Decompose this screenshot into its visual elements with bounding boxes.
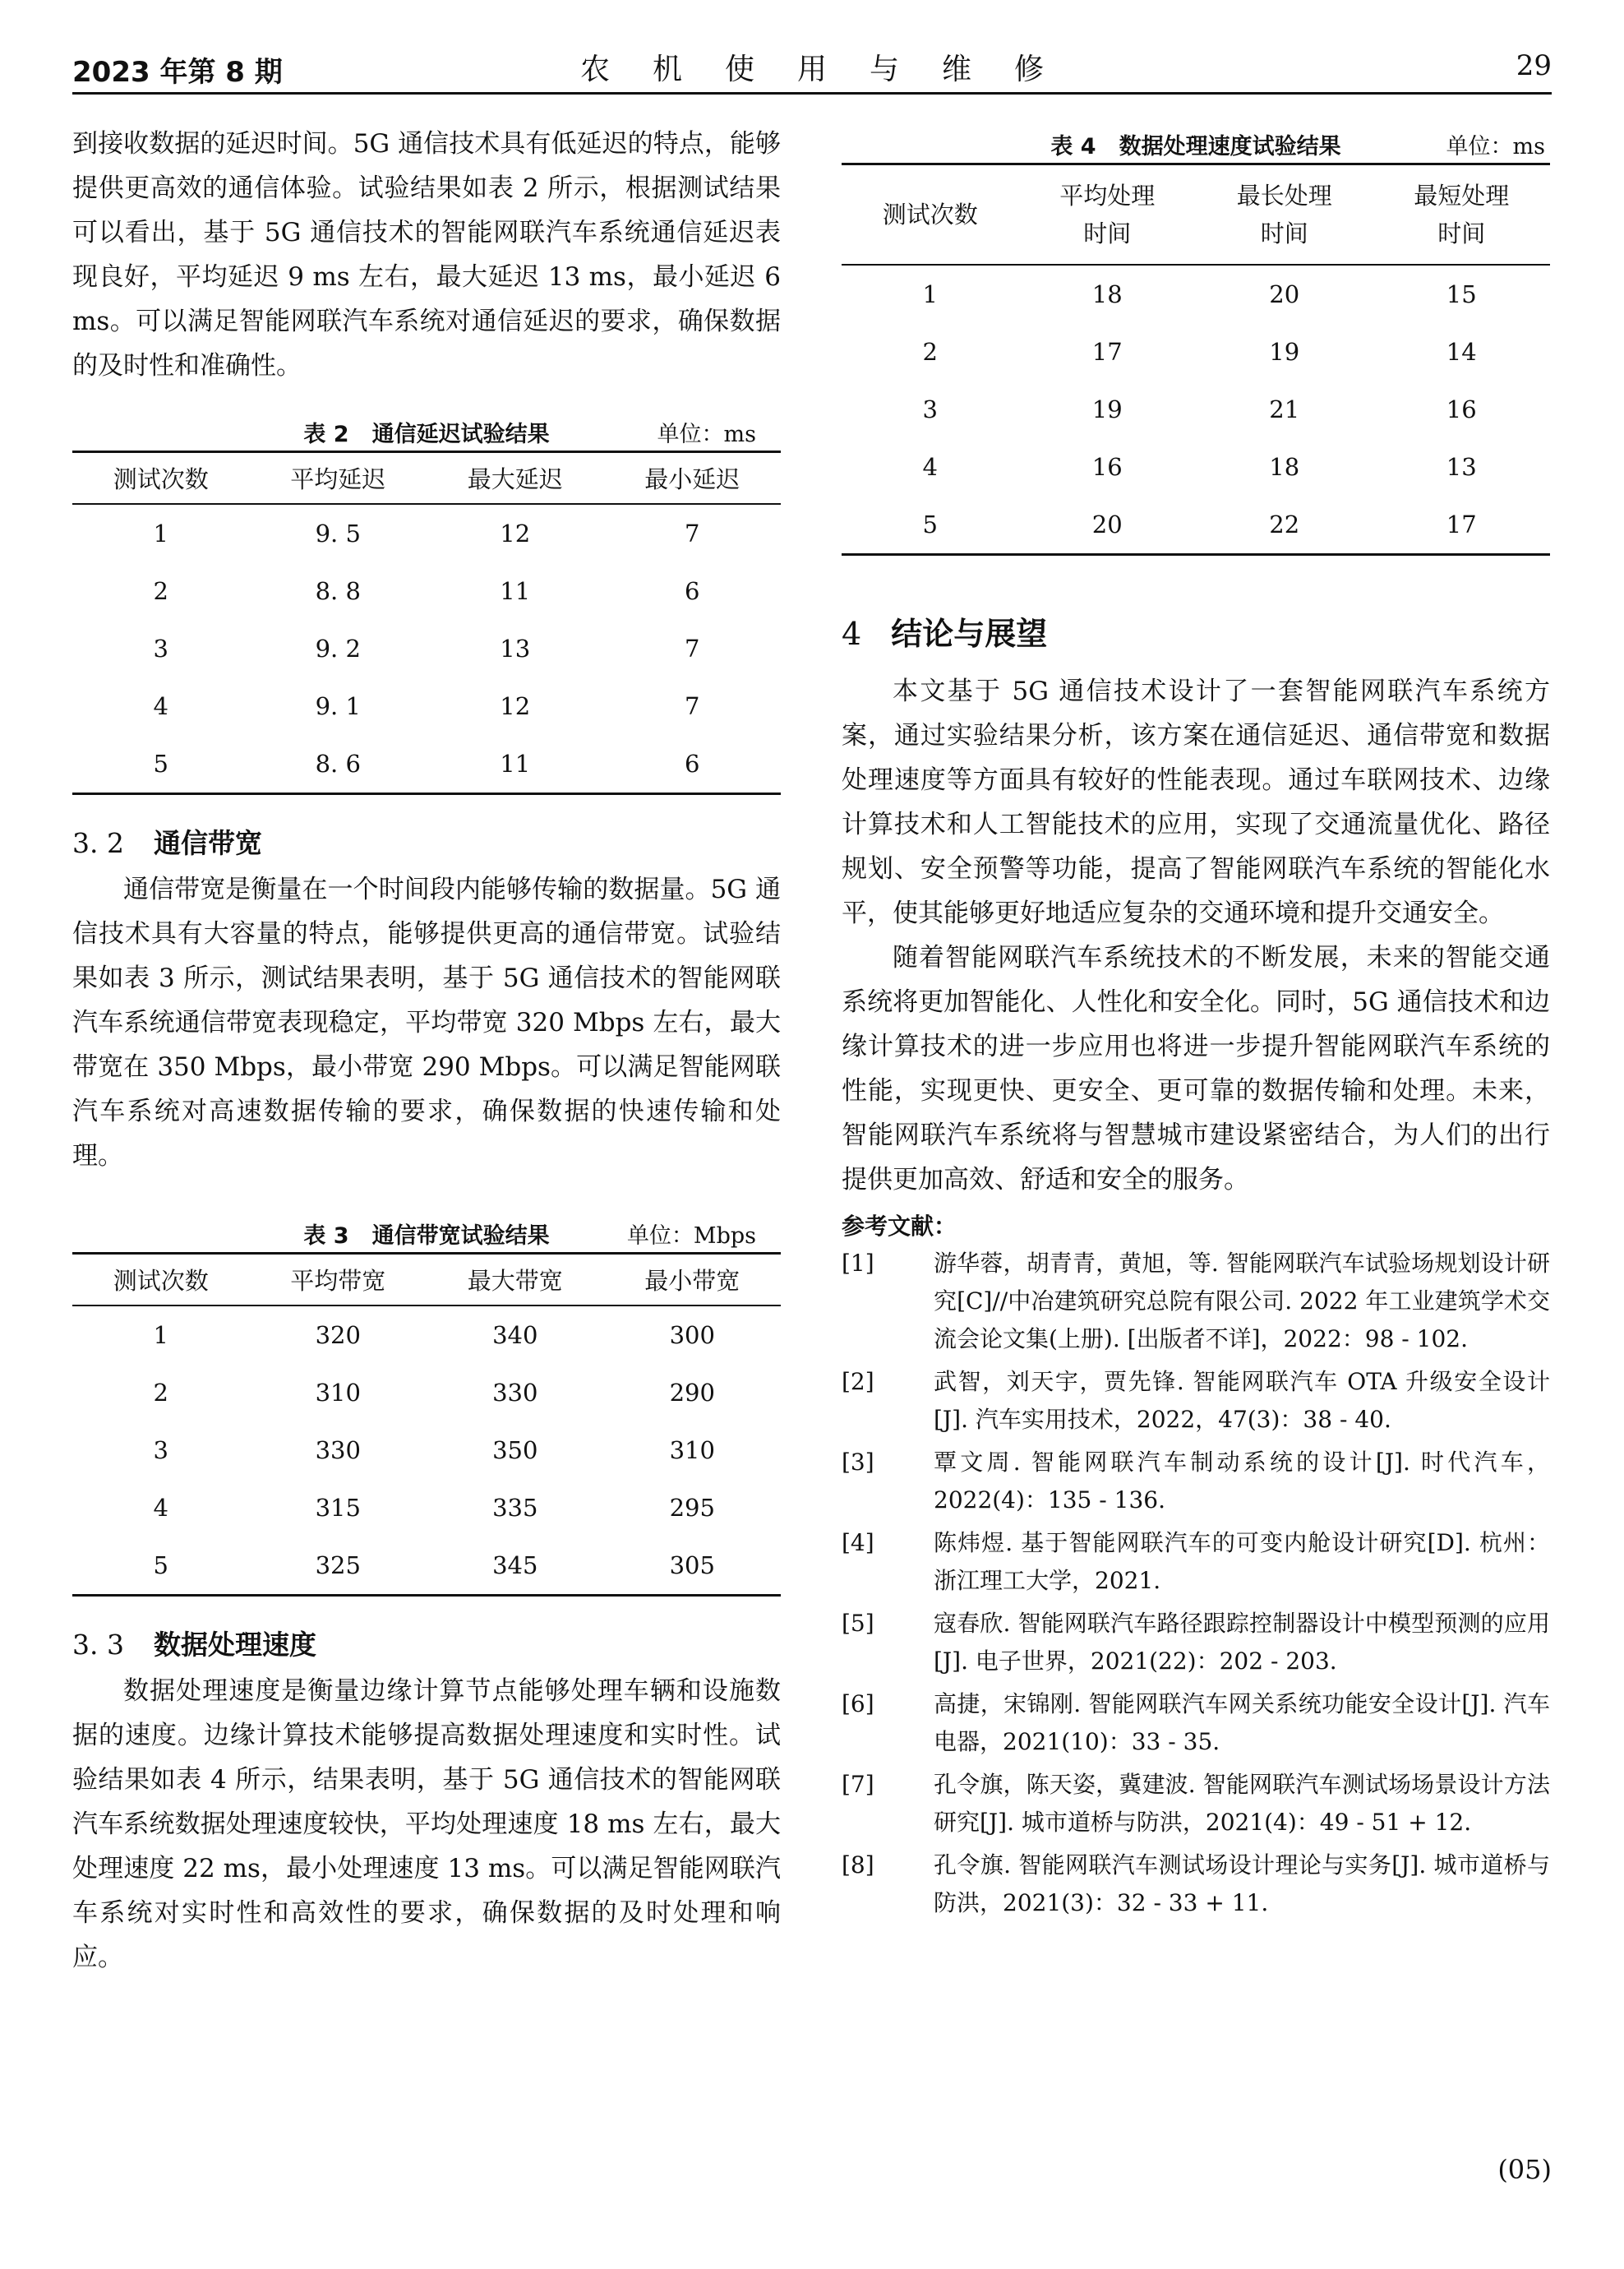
table-cell: 21 — [1269, 395, 1300, 423]
reference-number: [6] — [842, 1690, 874, 1717]
table4-header: 平均处理 时间 — [1019, 164, 1197, 266]
table-cell: 20 — [1269, 280, 1300, 308]
table-cell: 18 — [1091, 280, 1123, 308]
table3-caption — [72, 1211, 781, 1252]
table-cell: 3 — [153, 1436, 168, 1464]
table-cell: 15 — [1446, 280, 1477, 308]
table2-unit: 单位：ms — [657, 422, 756, 447]
table-cell: 16 — [1091, 453, 1123, 481]
table-cell: 18 — [1269, 453, 1300, 481]
table-cell: 315 — [315, 1494, 361, 1522]
table-cell: 305 — [604, 1537, 782, 1596]
table-cell: 12 — [500, 520, 531, 548]
table-cell: 9. 2 — [315, 635, 361, 663]
table-cell: 345 — [427, 1537, 604, 1596]
table-cell: 320 — [315, 1321, 361, 1349]
table4-title: 数据处理速度试验结果 — [1119, 134, 1341, 159]
table-cell: 7 — [685, 635, 700, 663]
table-cell: 350 — [492, 1436, 538, 1464]
table-cell: 330 — [315, 1436, 361, 1464]
table4-caption — [842, 122, 1550, 163]
references-title: 参考文献： — [842, 1213, 957, 1240]
reference-text: 孔令旗. 智能网联汽车测试场设计理论与实务[J]. 城市道桥与防洪，2021(3)：32 - 33 + 11. — [934, 1851, 1550, 1916]
section-3-2-paragraph: 通信带宽是衡量在一个时间段内能够传输的数据量。5G 通信技术具有大容量的特点，能够提供更高的通信带宽。试验结果如表 3 所示，测试结果表明，基于 5G 通信技术的智能网联汽车系统通信带宽表现稳定，平均带宽 320 Mbps 左右，最大带宽在 350 Mbps，最小带宽 290 Mbps。可以满足智能网联汽车系统对高速数据传输的要求，确保数据的快速传输和处理。 — [72, 875, 781, 1171]
table-cell: 16 — [1446, 395, 1477, 423]
table2-title: 通信延迟试验结果 — [371, 422, 550, 447]
table4-header-row — [842, 164, 1550, 266]
section-number: 4 — [842, 616, 862, 652]
section-title: 通信带宽 — [153, 827, 262, 859]
table4-header: 最长处理 时间 — [1196, 164, 1373, 266]
reference-text: 寇春欣. 智能网联汽车路径跟踪控制器设计中模型预测的应用[J]. 电子世界，2021(22)：202 - 203. — [934, 1610, 1550, 1675]
table-cell: 290 — [669, 1379, 715, 1407]
reference-text: 孔令旗，陈天姿，冀建波. 智能网联汽车测试场场景设计方法研究[J]. 城市道桥与防洪，2021(4)：49 - 51 + 12. — [934, 1771, 1550, 1836]
table-cell: 13 — [1446, 453, 1477, 481]
table-cell: 20 — [1019, 496, 1197, 555]
table-cell: 340 — [492, 1321, 538, 1349]
section-4-heading — [842, 613, 1550, 654]
table-cell: 300 — [669, 1321, 715, 1349]
table-cell: 3 — [153, 635, 168, 663]
table-cell: 310 — [315, 1379, 361, 1407]
table-cell: 13 — [500, 635, 531, 663]
conclusion-paragraph-2: 随着智能网联汽车系统技术的不断发展，未来的智能交通系统将更加智能化、人性化和安全化。同时，5G 通信技术和边缘计算技术的进一步应用也将进一步提升智能网联汽车系统的性能，实现更快、更安全、更可靠的数据传输和处理。未来，智能网联汽车系统将与智慧城市建设紧密结合，为人们的出行提供更加高效、舒适和安全的服务。 — [842, 943, 1550, 1195]
table-cell: 335 — [492, 1494, 538, 1522]
table-row — [842, 381, 1550, 438]
table-cell: 5 — [842, 496, 1019, 555]
table-row — [72, 1537, 781, 1596]
reference-number: [3] — [842, 1449, 874, 1476]
reference-item — [842, 1524, 1550, 1600]
table-cell: 6 — [604, 735, 782, 794]
section-3-3-paragraph: 数据处理速度是衡量边缘计算节点能够处理车辆和设施数据的速度。边缘计算技术能够提高数据处理速度和实时性。试验结果如表 4 所示，结果表明，基于 5G 通信技术的智能网联汽车系统数据处理速度较快，平均处理速度 18 ms 左右，最大处理速度 22 ms，最小处理速度 13 ms。可以满足智能网联汽车系统对实时性和高效性的要求，确保数据的及时处理和响应。 — [72, 1676, 781, 1972]
table3-header: 测试次数 — [72, 1254, 250, 1306]
table-cell: 295 — [669, 1494, 715, 1522]
table-row — [72, 504, 781, 562]
table-cell: 8. 6 — [250, 735, 427, 794]
table-cell: 2 — [922, 338, 938, 366]
table-cell: 12 — [500, 692, 531, 720]
table-cell: 7 — [685, 692, 700, 720]
table-cell: 1 — [153, 520, 168, 548]
table-cell: 2 — [153, 1379, 168, 1407]
table-row — [72, 620, 781, 677]
reference-text: 游华蓉，胡青青，黄旭，等. 智能网联汽车试验场规划设计研究[C]//中冶建筑研究总院有限公司. 2022 年工业建筑学术交流会论文集(上册). [出版者不详]，2022：98 - 102. — [934, 1250, 1550, 1352]
page-header — [72, 43, 1552, 95]
table2-header: 平均延迟 — [250, 452, 427, 505]
journal-title: 农机使用与维修 — [579, 53, 1087, 86]
table-cell: 22 — [1196, 496, 1373, 555]
reference-number: [8] — [842, 1851, 874, 1879]
table3-header-row — [72, 1254, 781, 1306]
table-row — [72, 677, 781, 735]
table-cell: 11 — [427, 735, 604, 794]
reference-item — [842, 1766, 1550, 1842]
reference-item — [842, 1605, 1550, 1680]
reference-text: 陈炜煜. 基于智能网联汽车的可变内舱设计研究[D]. 杭州：浙江理工大学，2021. — [934, 1529, 1550, 1594]
table-cell: 330 — [492, 1379, 538, 1407]
reference-text: 覃文周. 智能网联汽车制动系统的设计[J]. 时代汽车，2022(4)：135 - 136. — [934, 1449, 1550, 1513]
table-cell: 14 — [1446, 338, 1477, 366]
reference-number: [2] — [842, 1368, 874, 1395]
table2-header: 最大延迟 — [427, 452, 604, 505]
reference-item — [842, 1846, 1550, 1922]
reference-item — [842, 1363, 1550, 1439]
table2-number: 表 2 — [303, 422, 349, 447]
right-column — [842, 122, 1550, 1927]
table-cell: 4 — [153, 692, 168, 720]
table-cell: 17 — [1091, 338, 1123, 366]
reference-item — [842, 1444, 1550, 1519]
table3-title: 通信带宽试验结果 — [371, 1223, 550, 1249]
section-title: 数据处理速度 — [153, 1629, 316, 1661]
table-row — [72, 1364, 781, 1421]
page-number: 29 — [1516, 49, 1552, 82]
table3-header: 最小带宽 — [604, 1254, 782, 1306]
section-3-2-heading — [72, 823, 781, 864]
table4-number: 表 4 — [1050, 134, 1096, 159]
table2-header: 最小延迟 — [604, 452, 782, 505]
table2-header: 测试次数 — [72, 452, 250, 505]
table-cell: 2 — [153, 577, 168, 605]
table-cell: 9. 5 — [315, 520, 361, 548]
table-cell: 5 — [72, 735, 250, 794]
table-cell: 19 — [1091, 395, 1123, 423]
table-row — [72, 1479, 781, 1537]
section-number: 3. 2 — [72, 827, 124, 859]
reference-number: [1] — [842, 1250, 874, 1277]
table-cell: 3 — [922, 395, 938, 423]
table3-unit: 单位：Mbps — [626, 1223, 756, 1249]
left-column — [72, 122, 781, 1980]
table4-header: 测试次数 — [842, 164, 1019, 266]
page-footer-code: (05) — [1497, 2154, 1552, 2185]
table-cell: 17 — [1373, 496, 1551, 555]
table4-unit: 单位：ms — [1446, 134, 1545, 159]
table-row — [842, 496, 1550, 555]
reference-text: 高捷，宋锦刚. 智能网联汽车网关系统功能安全设计[J]. 汽车电器，2021(10)：33 - 35. — [934, 1690, 1550, 1755]
reference-text: 武智，刘天宇，贾先锋. 智能网联汽车 OTA 升级安全设计[J]. 汽车实用技术，2022，47(3)：38 - 40. — [934, 1368, 1550, 1433]
table-row — [842, 323, 1550, 381]
reference-number: [5] — [842, 1610, 874, 1637]
table-row — [842, 438, 1550, 496]
table2 — [72, 451, 781, 795]
table-cell: 4 — [153, 1494, 168, 1522]
reference-item — [842, 1245, 1550, 1358]
table-cell: 310 — [669, 1436, 715, 1464]
table-cell: 4 — [922, 453, 938, 481]
table-cell: 11 — [500, 577, 531, 605]
section-title: 结论与展望 — [891, 616, 1048, 652]
table2-caption — [72, 409, 781, 451]
table-cell: 19 — [1269, 338, 1300, 366]
table-cell: 5 — [72, 1537, 250, 1596]
intro-paragraph: 到接收数据的延迟时间。5G 通信技术具有低延迟的特点，能够提供更高效的通信体验。试验结果如表 2 所示，根据测试结果可以看出，基于 5G 通信技术的智能网联汽车系统通信延迟表现良好，平均延迟 9 ms 左右，最大延迟 13 ms，最小延迟 6 ms。可以满足智能网联汽车系统对通信延迟的要求，确保数据的及时性和准确性。 — [72, 129, 781, 381]
table3-header: 最大带宽 — [427, 1254, 604, 1306]
table-cell: 325 — [250, 1537, 427, 1596]
table-row — [72, 735, 781, 794]
table-cell: 8. 8 — [315, 577, 361, 605]
reference-number: [4] — [842, 1529, 874, 1556]
table3 — [72, 1252, 781, 1597]
table3-header: 平均带宽 — [250, 1254, 427, 1306]
table-cell: 1 — [922, 280, 938, 308]
reference-number: [7] — [842, 1771, 874, 1798]
table-row — [72, 562, 781, 620]
table-cell: 7 — [685, 520, 700, 548]
issue-label: 2023 年第 8 期 — [72, 56, 283, 89]
table-row — [842, 265, 1550, 323]
table2-header-row — [72, 452, 781, 505]
section-3-3-heading — [72, 1624, 781, 1666]
table4 — [842, 163, 1550, 556]
table-cell: 9. 1 — [315, 692, 361, 720]
reference-item — [842, 1685, 1550, 1761]
table-cell: 6 — [685, 577, 700, 605]
table-cell: 1 — [153, 1321, 168, 1349]
table3-number: 表 3 — [303, 1223, 349, 1249]
section-number: 3. 3 — [72, 1629, 124, 1661]
table4-header: 最短处理 时间 — [1373, 164, 1551, 266]
conclusion-paragraph-1: 本文基于 5G 通信技术设计了一套智能网联汽车系统方案，通过实验结果分析，该方案在通信延迟、通信带宽和数据处理速度等方面具有较好的性能表现。通过车联网技术、边缘计算技术和人工智能技术的应用，实现了交通流量优化、路径规划、安全预警等功能，提高了智能网联汽车系统的智能化水平，使其能够更好地适应复杂的交通环境和提升交通安全。 — [842, 677, 1550, 928]
table-row — [72, 1421, 781, 1479]
table-row — [72, 1305, 781, 1364]
